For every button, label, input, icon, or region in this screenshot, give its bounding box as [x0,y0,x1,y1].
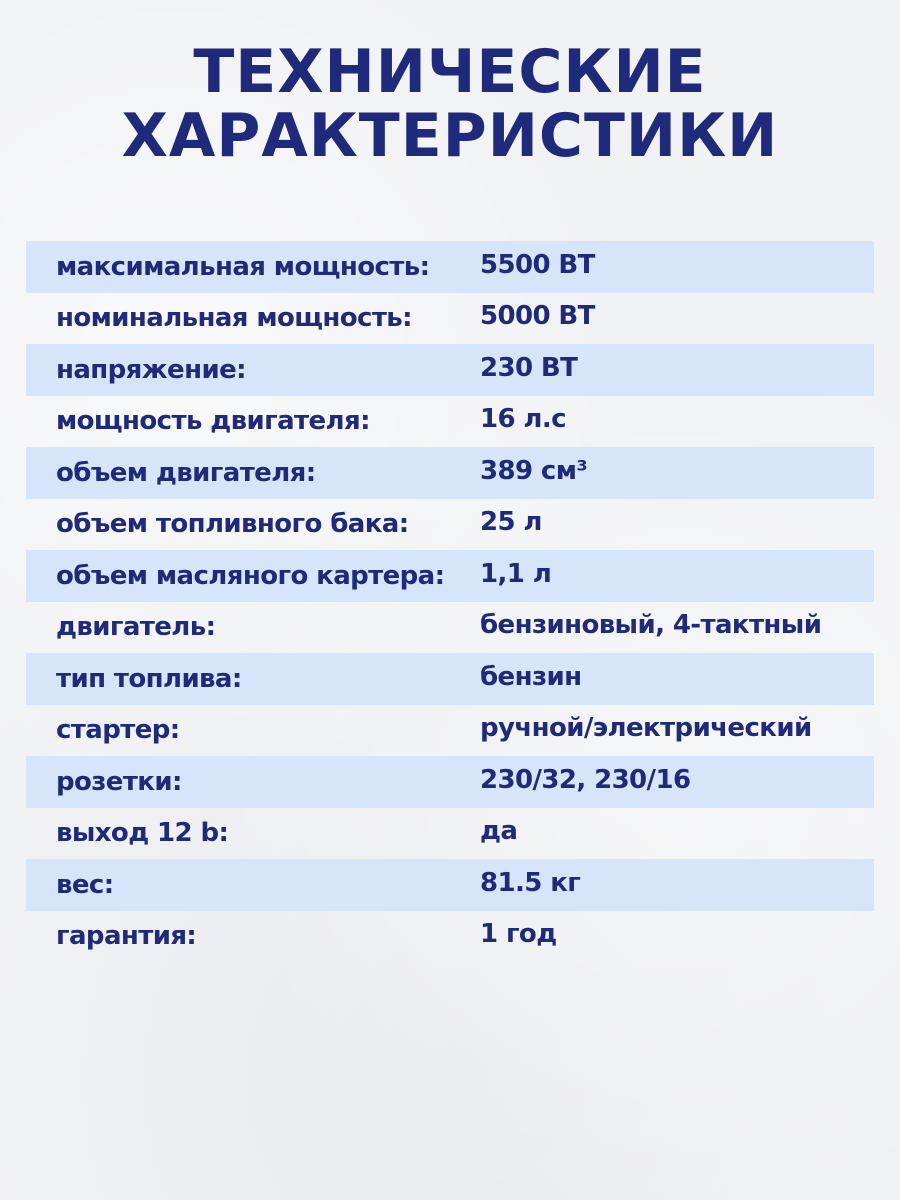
spec-value: 81.5 кг [480,867,581,898]
spec-label: вес: [56,869,114,900]
page-title [0,37,900,171]
spec-label: выход 12 b: [56,818,229,849]
page-title-line-1: ТЕХНИЧЕСКИЕ [193,37,707,107]
spec-row [26,396,874,448]
page-title-line-2: ХАРАКТЕРИСТИКИ [121,101,779,171]
spec-label: напряжение: [56,354,246,385]
spec-row [26,808,874,860]
spec-row [26,602,874,654]
spec-value: ручной/электрический [480,713,812,744]
spec-value: бензин [480,661,582,692]
spec-value: 5500 ВТ [480,249,595,280]
spec-row [26,344,874,396]
spec-value: бензиновый, 4-тактный [480,610,822,641]
spec-label: объем масляного картера: [56,560,445,591]
spec-value: 25 л [480,507,542,538]
specs-table [26,241,874,962]
spec-label: двигатель: [56,612,216,643]
spec-row [26,911,874,963]
spec-value: 1,1 л [480,558,552,589]
spec-row [26,550,874,602]
spec-value: 389 см³ [480,455,588,486]
spec-row [26,499,874,551]
spec-row [26,859,874,911]
spec-value: 16 л.с [480,404,566,435]
spec-label: стартер: [56,715,180,746]
spec-row [26,447,874,499]
spec-row [26,653,874,705]
spec-row [26,756,874,808]
spec-value: 1 год [480,919,557,950]
spec-label: мощность двигателя: [56,406,370,437]
spec-value: 230/32, 230/16 [480,764,691,795]
spec-row [26,705,874,757]
spec-label: розетки: [56,766,182,797]
spec-label: объем двигателя: [56,457,316,488]
spec-label: номинальная мощность: [56,303,412,334]
spec-label: объем топливного бака: [56,509,409,540]
spec-value: 5000 ВТ [480,301,595,332]
spec-value: 230 ВТ [480,352,578,383]
spec-row [26,293,874,345]
spec-label: максимальная мощность: [56,251,430,282]
spec-label: гарантия: [56,921,197,952]
spec-label: тип топлива: [56,663,242,694]
spec-row [26,241,874,293]
spec-value: да [480,816,518,847]
